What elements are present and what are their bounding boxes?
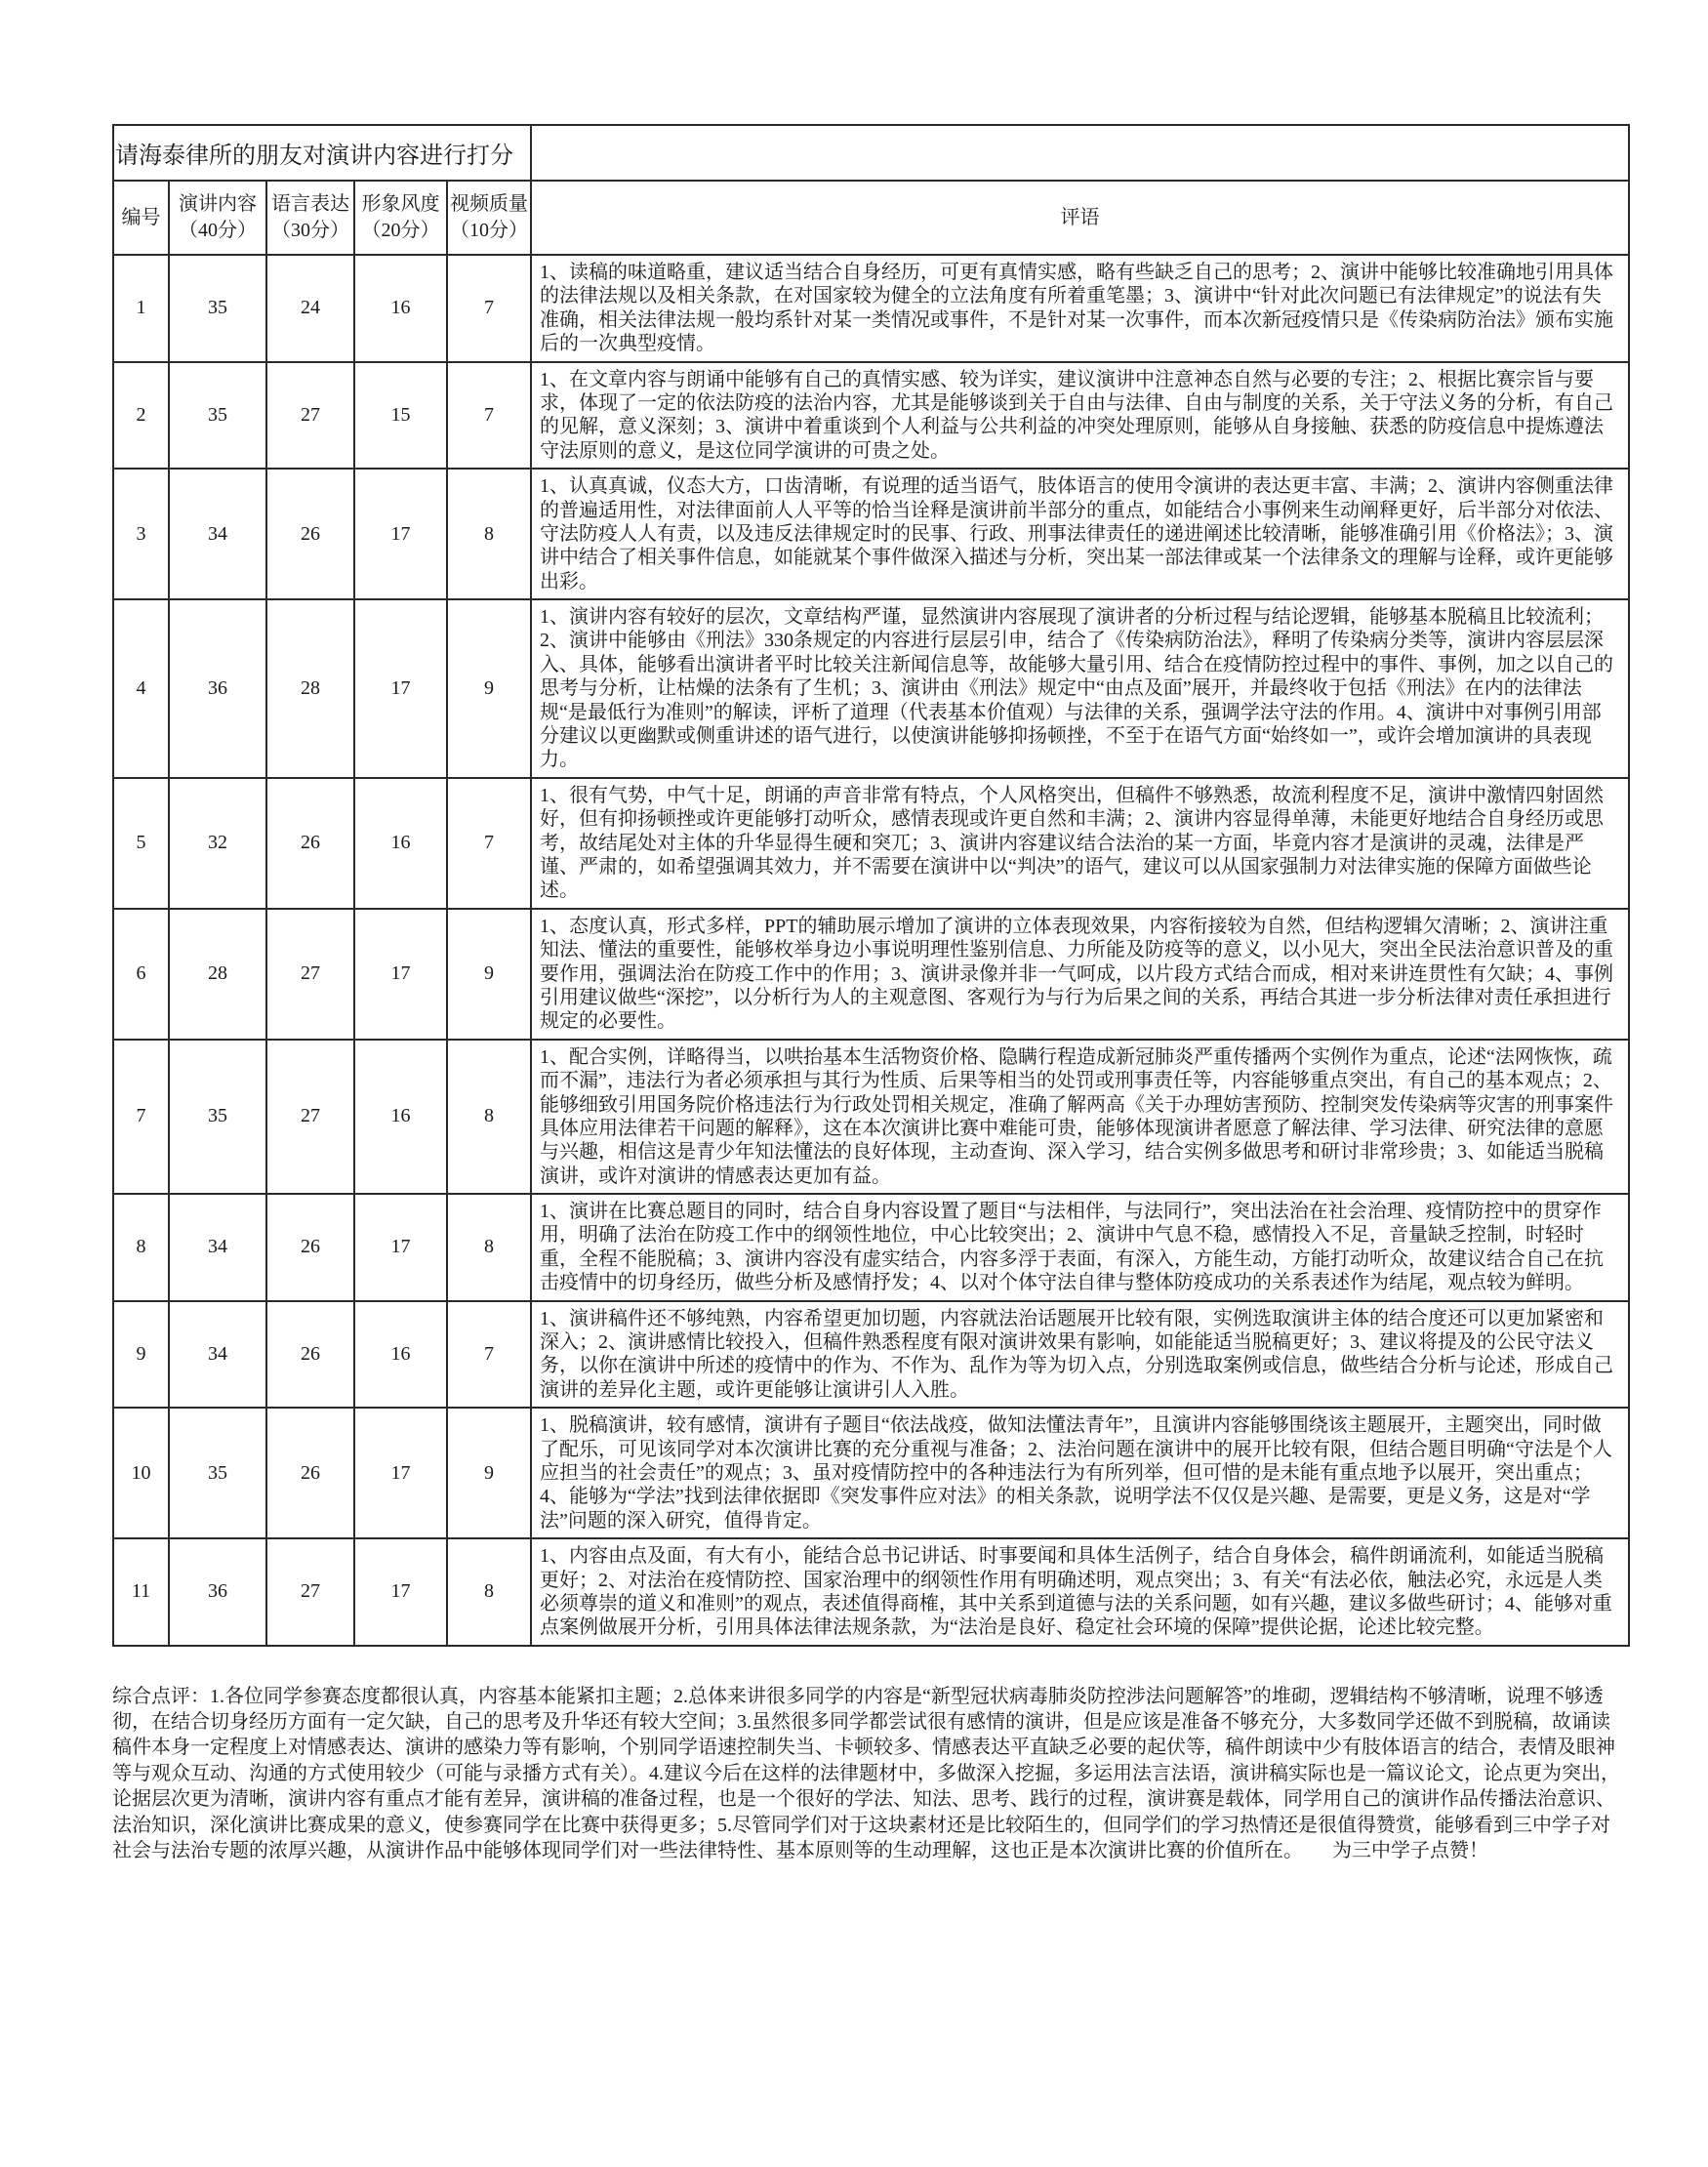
content-score-cell: 34 (169, 1301, 266, 1409)
row-number-cell: 7 (113, 1040, 169, 1194)
video-score-cell: 8 (447, 1194, 531, 1301)
row-number-cell: 2 (113, 362, 169, 470)
score-table (112, 124, 1630, 1647)
content-score-cell: 28 (169, 909, 266, 1040)
video-score-cell: 9 (447, 1408, 531, 1538)
content-score-cell: 36 (169, 1538, 266, 1646)
appearance-score-cell: 17 (354, 1538, 447, 1646)
table-row (113, 1301, 1629, 1409)
row-number-cell: 4 (113, 599, 169, 778)
table-row (113, 362, 1629, 470)
appearance-score-cell: 16 (354, 255, 447, 362)
col-header-video: 视频质量 （10分） (447, 181, 531, 255)
comment-cell: 1、在文章内容与朗诵中能够有自己的真情实感、较为详实，建议演讲中注意神态自然与必要的专注；2、根据比赛宗旨与要求，体现了一定的依法防疫的法治内容，尤其是能够谈到关于自由与法律、自由与制度的关系，关于守法义务的分析，有自己的见解，意义深刻；3、演讲中着重谈到个人利益与公共利益的冲突处理原则，能够从自身接触、获悉的防疫信息中提炼遵法守法原则的意义，是这位同学演讲的可贵之处。 (531, 362, 1629, 470)
appearance-score-cell: 17 (354, 1194, 447, 1301)
comment-cell: 1、很有气势，中气十足，朗诵的声音非常有特点，个人风格突出，但稿件不够熟悉，故流利程度不足，演讲中激情四射固然好，但有抑扬顿挫或许更能够打动听众，感情表现或许更自然和丰满；2、演讲内容显得单薄，未能更好地结合自身经历或思考，故结尾处对主体的升华显得生硬和突兀；3、演讲内容建议结合法治的某一方面，毕竟内容才是演讲的灵魂，法律是严谨、严肃的，如希望强调其效力，并不需要在演讲中以“判决”的语气，建议可以从国家强制力对法律实施的保障方面做些论述。 (531, 778, 1629, 909)
content-score-cell: 35 (169, 1408, 266, 1538)
comment-cell: 1、认真真诚，仪态大方，口齿清晰，有说理的适当语气，肢体语言的使用令演讲的表达更丰富、丰满；2、演讲内容侧重法律的普遍适用性，对法律面前人人平等的恰当诠释是演讲前半部分的重点，如能结合小事例来生动阐释更好，后半部分对依法、守法防疫人人有责，以及违反法律规定时的民事、行政、刑事法律责任的递进阐述比较清晰，能够准确引用《价格法》；3、演讲中结合了相关事件信息，如能就某个事件做深入描述与分析，突出某一部法律或某一个法律条文的理解与诠释，或许更能够出彩。 (531, 469, 1629, 599)
language-score-cell: 26 (266, 1194, 354, 1301)
table-row (113, 599, 1629, 778)
appearance-score-cell: 15 (354, 362, 447, 470)
header-row (113, 181, 1629, 255)
appearance-score-cell: 17 (354, 1408, 447, 1538)
table-row (113, 469, 1629, 599)
video-score-cell: 8 (447, 469, 531, 599)
appearance-score-cell: 16 (354, 1301, 447, 1409)
video-score-cell: 7 (447, 255, 531, 362)
table-title: 请海泰律所的朋友对演讲内容进行打分 (113, 125, 531, 181)
table-row (113, 909, 1629, 1040)
language-score-cell: 24 (266, 255, 354, 362)
comment-cell: 1、演讲内容有较好的层次，文章结构严谨，显然演讲内容展现了演讲者的分析过程与结论逻辑，能够基本脱稿且比较流利；2、演讲中能够由《刑法》330条规定的内容进行层层引申，结合了《传染病防治法》，释明了传染病分类等，演讲内容层层深入、具体，能够看出演讲者平时比较关注新闻信息等，故能够大量引用、结合在疫情防控过程中的事件、事例，加之以自己的思考与分析，让枯燥的法条有了生机；3、演讲由《刑法》规定中“由点及面”展开，并最终收于包括《刑法》在内的法律法规“是最低行为准则”的解读，评析了道理（代表基本价值观）与法律的关系，强调学法守法的作用。4、演讲中对事例引用部分建议以更幽默或侧重讲述的语气进行，以使演讲能够抑扬顿挫，不至于在语气方面“始终如一”，或许会增加演讲的具表现力。 (531, 599, 1629, 778)
video-score-cell: 9 (447, 909, 531, 1040)
language-score-cell: 26 (266, 1408, 354, 1538)
row-number-cell: 8 (113, 1194, 169, 1301)
comment-cell: 1、读稿的味道略重，建议适当结合自身经历，可更有真情实感，略有些缺乏自己的思考；2、演讲中能够比较准确地引用具体的法律法规以及相关条款，在对国家较为健全的立法角度有所着重笔墨；3、演讲中“针对此次问题已有法律规定”的说法有失准确，相关法律法规一般均系针对某一类情况或事件，不是针对某一次事件，而本次新冠疫情只是《传染病防治法》颁布实施后的一次典型疫情。 (531, 255, 1629, 362)
row-number-cell: 6 (113, 909, 169, 1040)
table-row (113, 1194, 1629, 1301)
language-score-cell: 26 (266, 1301, 354, 1409)
appearance-score-cell: 17 (354, 909, 447, 1040)
language-score-cell: 27 (266, 1040, 354, 1194)
table-row (113, 1408, 1629, 1538)
table-row (113, 255, 1629, 362)
row-number-cell: 3 (113, 469, 169, 599)
col-header-language: 语言表达 （30分） (266, 181, 354, 255)
video-score-cell: 7 (447, 778, 531, 909)
video-score-cell: 8 (447, 1040, 531, 1194)
comment-cell: 1、内容由点及面，有大有小，能结合总书记讲话、时事要闻和具体生活例子，结合自身体会，稿件朗诵流利，如能适当脱稿更好；2、对法治在疫情防控、国家治理中的纲领性作用有明确述明，观点突出；3、有关“有法必依，触法必究，永远是人类必须尊崇的道义和准则”的观点，表述值得商榷，其中关系到道德与法的关系问题，如有兴趣，建议多做些研讨；4、能够对重点案例做展开分析，引用具体法律法规条款，为“法治是良好、稳定社会环境的保障”提供论据，论述比较完整。 (531, 1538, 1629, 1646)
comment-cell: 1、配合实例，详略得当，以哄抬基本生活物资价格、隐瞒行程造成新冠肺炎严重传播两个实例作为重点，论述“法网恢恢，疏而不漏”，违法行为者必须承担与其行为性质、后果等相当的处罚或刑事责任等，内容能够重点突出，有自己的基本观点；2、能够细致引用国务院价格违法行为行政处罚相关规定，准确了解两高《关于办理妨害预防、控制突发传染病等灾害的刑事案件具体应用法律若干问题的解释》，这在本次演讲比赛中难能可贵，能够体现演讲者愿意了解法律、学习法律、研究法律的意愿与兴趣，相信这是青少年知法懂法的良好体现，主动查询、深入学习，结合实例多做思考和研讨非常珍贵；3、如能适当脱稿演讲，或许对演讲的情感表达更加有益。 (531, 1040, 1629, 1194)
video-score-cell: 8 (447, 1538, 531, 1646)
col-header-content: 演讲内容 （40分） (169, 181, 266, 255)
appearance-score-cell: 16 (354, 1040, 447, 1194)
row-number-cell: 11 (113, 1538, 169, 1646)
language-score-cell: 26 (266, 778, 354, 909)
comment-cell: 1、演讲在比赛总题目的同时，结合自身内容设置了题目“与法相伴，与法同行”，突出法治在社会治理、疫情防控中的贯穿作用，明确了法治在防疫工作中的纲领性地位，中心比较突出；2、演讲中气息不稳，感情投入不足，音量缺乏控制，时轻时重，全程不能脱稿；3、演讲内容没有虚实结合，内容多浮于表面，有深入，方能生动，方能打动听众，故建议结合自己在抗击疫情中的切身经历，做些分析及感情抒发；4、以对个体守法自律与整体防疫成功的关系表述作为结尾，观点较为鲜明。 (531, 1194, 1629, 1301)
col-header-appearance: 形象风度 （20分） (354, 181, 447, 255)
content-score-cell: 32 (169, 778, 266, 909)
table-row (113, 778, 1629, 909)
comment-cell: 1、脱稿演讲，较有感情，演讲有子题目“依法战疫，做知法懂法青年”，且演讲内容能够围绕该主题展开，主题突出，同时做了配乐，可见该同学对本次演讲比赛的充分重视与准备；2、法治问题在演讲中的展开比较有限，但结合题目明确“守法是个人应担当的社会责任”的观点；3、虽对疫情防控中的各种违法行为有所列举，但可惜的是未能有重点地予以展开，突出重点；4、能够为“学法”找到法律依据即《突发事件应对法》的相关条款，说明学法不仅仅是兴趣、是需要，更是义务，这是对“学法”问题的深入研究，值得肯定。 (531, 1408, 1629, 1538)
title-row-empty-cell (531, 125, 1629, 181)
content-score-cell: 36 (169, 599, 266, 778)
video-score-cell: 9 (447, 599, 531, 778)
row-number-cell: 5 (113, 778, 169, 909)
overall-comment: 综合点评：1.各位同学参赛态度都很认真，内容基本能紧扣主题；2.总体来讲很多同学的内容是“新型冠状病毒肺炎防控涉法问题解答”的堆砌，逻辑结构不够清晰，说理不够透彻，在结合切身经历方面有一定欠缺，自己的思考及升华还有较大空间；3.虽然很多同学都尝试很有感情的演讲，但是应该是准备不够充分，大多数同学还做不到脱稿，故诵读稿件本身一定程度上对情感表达、演讲的感染力等有影响，个别同学语速控制失当、卡顿较多、情感表达平直缺乏必要的起伏等，稿件朗读中少有肢体语言的结合，表情及眼神等与观众互动、沟通的方式使用较少（可能与录播方式有关）。4.建议今后在这样的法律题材中，多做深入挖掘，多运用法言法语，演讲稿实际也是一篇议论文，论点更为突出，论据层次更为清晰，演讲内容有重点才能有差异，演讲稿的准备过程，也是一个很好的学法、知法、思考、践行的过程，演讲赛是载体，同学用自己的演讲作品传播法治意识、法治知识，深化演讲比赛成果的意义，使参赛同学在比赛中获得更多；5.尽管同学们对于这块素材还是比较陌生的，但同学们的学习热情还是很值得赞赏，能够看到三中学子对社会与法治专题的浓厚兴趣，从演讲作品中能够体现同学们对一些法律特性、基本原则等的生动理解，这也正是本次演讲比赛的价值所在。 为三中学子点赞！ (112, 1685, 1620, 1862)
appearance-score-cell: 17 (354, 599, 447, 778)
comment-cell: 1、演讲稿件还不够纯熟，内容希望更加切题，内容就法治话题展开比较有限，实例选取演讲主体的结合度还可以更加紧密和深入；2、演讲感情比较投入，但稿件熟悉程度有限对演讲效果有影响，如能能适当脱稿更好；3、建议将提及的公民守法义务，以你在演讲中所述的疫情中的作为、不作为、乱作为等为切入点，分别选取案例或信息，做些结合分析与论述，形成自己演讲的差异化主题，或许更能够让演讲引人入胜。 (531, 1301, 1629, 1409)
table-row (113, 1538, 1629, 1646)
video-score-cell: 7 (447, 1301, 531, 1409)
appearance-score-cell: 17 (354, 469, 447, 599)
title-row (113, 125, 1629, 181)
row-number-cell: 10 (113, 1408, 169, 1538)
content-score-cell: 34 (169, 469, 266, 599)
content-score-cell: 34 (169, 1194, 266, 1301)
comment-cell: 1、态度认真，形式多样，PPT的辅助展示增加了演讲的立体表现效果，内容衔接较为自然，但结构逻辑欠清晰；2、演讲注重知法、懂法的重要性，能够枚举身边小事说明理性鉴别信息、力所能及防疫等的意义，以小见大，突出全民法治意识普及的重要作用，强调法治在防疫工作中的作用；3、演讲录像并非一气呵成，以片段方式结合而成，相对来讲连贯性有欠缺；4、事例引用建议做些“深挖”，以分析行为人的主观意图、客观行为与行为后果之间的关系，再结合其进一步分析法律对责任承担进行规定的必要性。 (531, 909, 1629, 1040)
col-header-comment: 评语 (531, 181, 1629, 255)
video-score-cell: 7 (447, 362, 531, 470)
col-header-no: 编号 (113, 181, 169, 255)
appearance-score-cell: 16 (354, 778, 447, 909)
language-score-cell: 27 (266, 909, 354, 1040)
language-score-cell: 26 (266, 469, 354, 599)
language-score-cell: 28 (266, 599, 354, 778)
table-row (113, 1040, 1629, 1194)
language-score-cell: 27 (266, 362, 354, 470)
content-score-cell: 35 (169, 255, 266, 362)
row-number-cell: 9 (113, 1301, 169, 1409)
row-number-cell: 1 (113, 255, 169, 362)
content-score-cell: 35 (169, 1040, 266, 1194)
language-score-cell: 27 (266, 1538, 354, 1646)
content-score-cell: 35 (169, 362, 266, 470)
